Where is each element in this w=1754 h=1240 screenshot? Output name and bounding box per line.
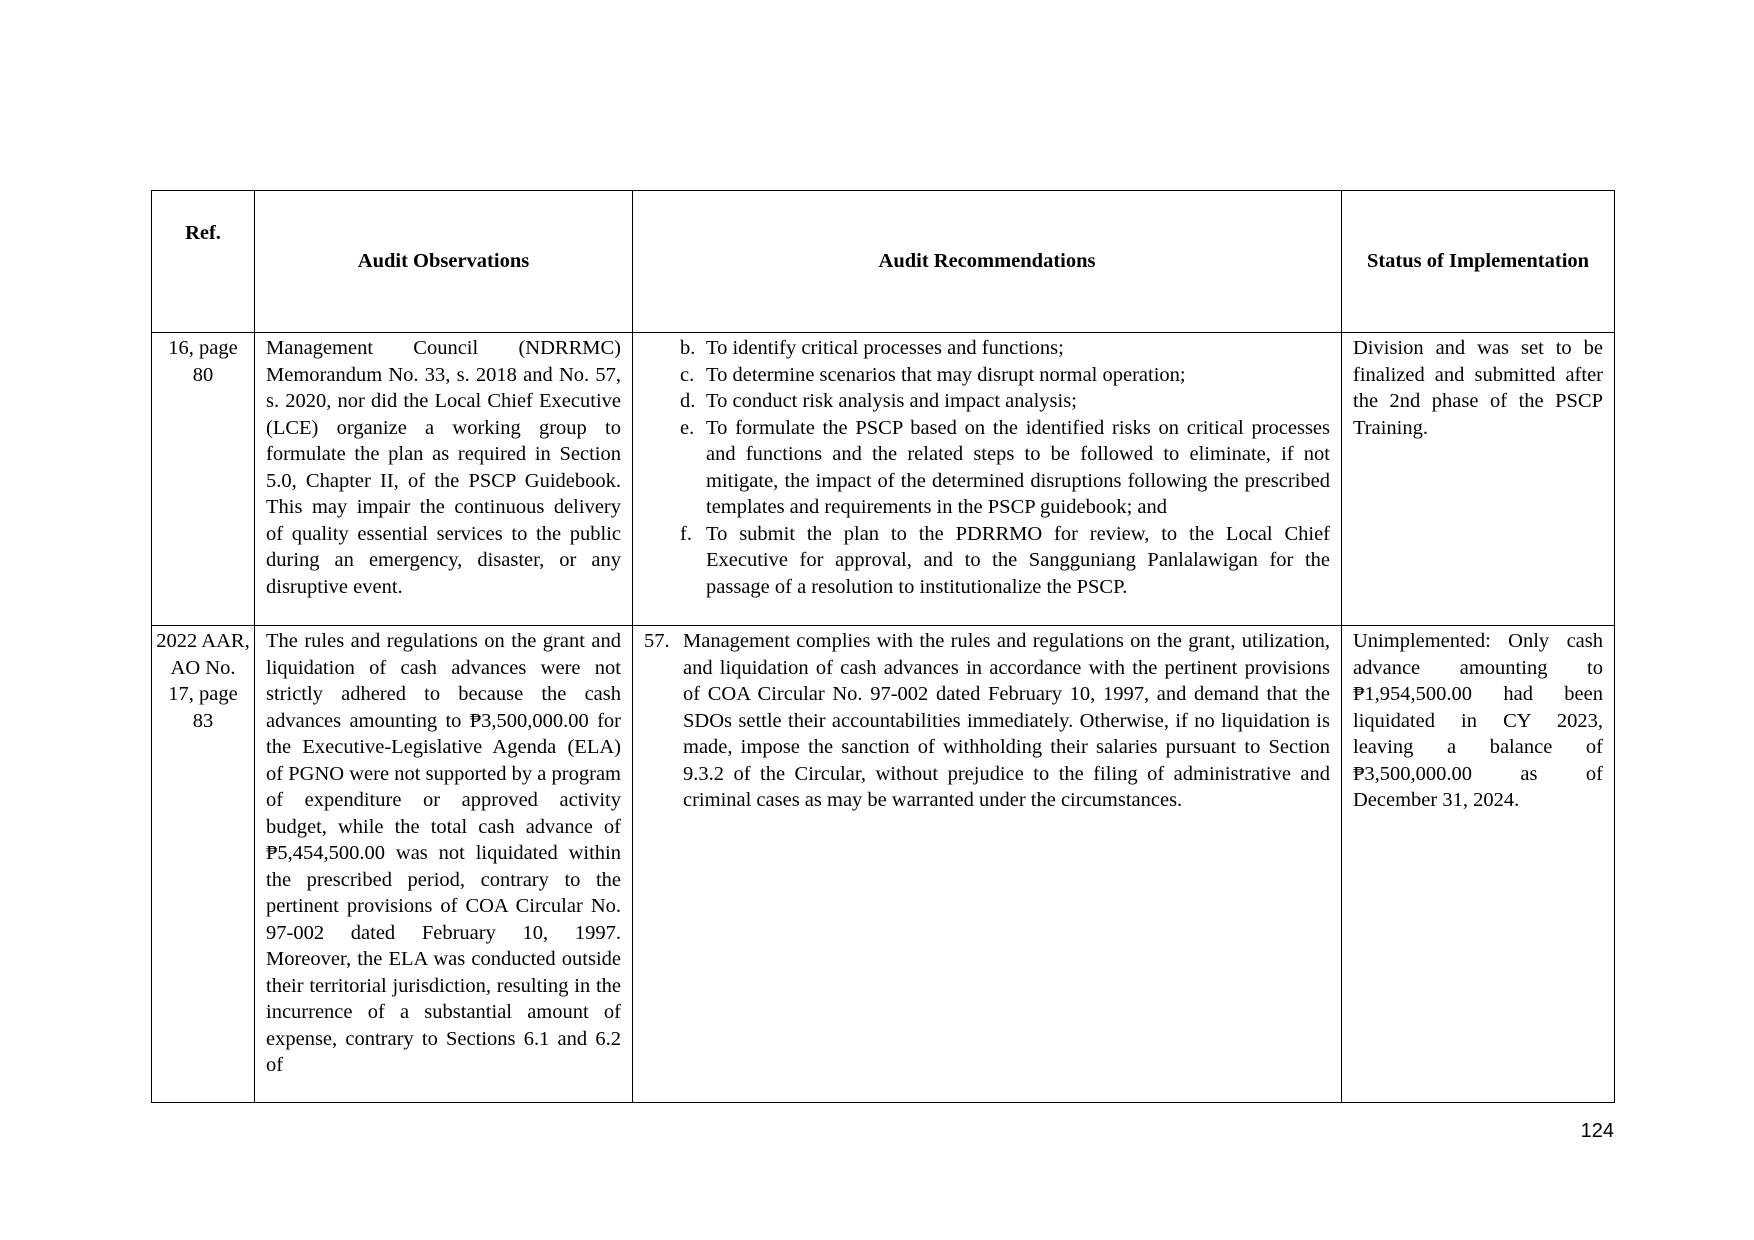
list-marker: d. xyxy=(680,390,696,412)
table-row xyxy=(152,333,1615,626)
ref-cell: 16, page 80 xyxy=(152,333,255,626)
header-status: Status of Implementation xyxy=(1342,191,1615,333)
list-text: To submit the plan to the PDRRMO for review, to the Local Chief Executive for approval, and to the Sangguniang Panlalawigan for the passage of a resolution to institutionalize the PSCP. xyxy=(706,522,1330,598)
list-item xyxy=(644,388,1330,415)
list-item xyxy=(644,628,1330,814)
list-item xyxy=(644,521,1330,601)
list-marker: b. xyxy=(680,337,696,359)
list-item xyxy=(644,415,1330,521)
list-item xyxy=(644,362,1330,389)
ref-cell: 2022 AAR, AO No. 17, page 83 xyxy=(152,626,255,1103)
recommendation-list xyxy=(644,335,1330,600)
header-row xyxy=(152,191,1615,333)
observation-cell: Management Council (NDRRMC) Memorandum No. 33, s. 2018 and No. 57, s. 2020, nor did the Local Chief Executive (LCE) organize a working group to formulate the plan as required in Section 5.0, Chapter II, of the PSCP Guidebook. This may impair the continuous delivery of quality essential services to the public during an emergency, disaster, or any disruptive event. xyxy=(255,333,633,626)
page-number: 124 xyxy=(1580,1120,1614,1142)
list-marker: e. xyxy=(680,416,695,439)
list-text: To formulate the PSCP based on the identified risks on critical processes and functions and the related steps to be followed to eliminate, if not mitigate, the impact of the determined disruptions following the prescribed templates and requirements in the PSCP guidebook; and xyxy=(706,416,1330,518)
observation-cell: The rules and regulations on the grant and liquidation of cash advances were not strictly adhered to because the cash advances amounting to ₱3,500,000.00 for the Executive-Legislative Agenda (ELA) of PGNO were not supported by a program of expenditure or approved activity budget, while the total cash advance of ₱5,454,500.00 was not liquidated within the prescribed period, contrary to the pertinent provisions of COA Circular No. 97-002 dated February 10, 1997. Moreover, the ELA was conducted outside their territorial jurisdiction, resulting in the incurrence of a substantial amount of expense, contrary to Sections 6.1 and 6.2 of xyxy=(255,626,633,1103)
list-text: To identify critical processes and functions; xyxy=(706,337,1064,359)
list-marker: f. xyxy=(680,522,692,545)
list-text: To conduct risk analysis and impact analysis; xyxy=(706,390,1077,412)
header-recommendations: Audit Recommendations xyxy=(633,191,1342,333)
status-cell: Division and was set to be finalized and submitted after the 2nd phase of the PSCP Training. xyxy=(1342,333,1615,626)
list-item xyxy=(644,335,1330,362)
list-text: Management complies with the rules and regulations on the grant, utilization, and liquidation of cash advances in accordance with the pertinent provisions of COA Circular No. 97-002 dated February 10, 1997, and demand that the SDOs settle their accountabilities immediately. Otherwise, if no liquidation is made, impose the sanction of withholding their salaries pursuant to Section 9.3.2 of the Circular, without prejudice to the filing of administrative and criminal cases as may be warranted under the circumstances. xyxy=(683,630,1330,811)
status-cell: Unimplemented: Only cash advance amounting to ₱1,954,500.00 had been liquidated in CY 2023, leaving a balance of ₱3,500,000.00 as of December 31, 2024. xyxy=(1342,626,1615,1103)
header-observations: Audit Observations xyxy=(255,191,633,333)
recommendation-list xyxy=(644,628,1330,814)
table-row xyxy=(152,626,1615,1103)
audit-table xyxy=(151,190,1615,1103)
list-marker: 57. xyxy=(644,630,670,652)
list-marker: c. xyxy=(680,363,695,386)
list-text: To determine scenarios that may disrupt normal operation; xyxy=(706,363,1186,386)
header-ref: Ref. xyxy=(152,191,255,333)
recommendations-cell xyxy=(633,333,1342,626)
recommendations-cell xyxy=(633,626,1342,1103)
